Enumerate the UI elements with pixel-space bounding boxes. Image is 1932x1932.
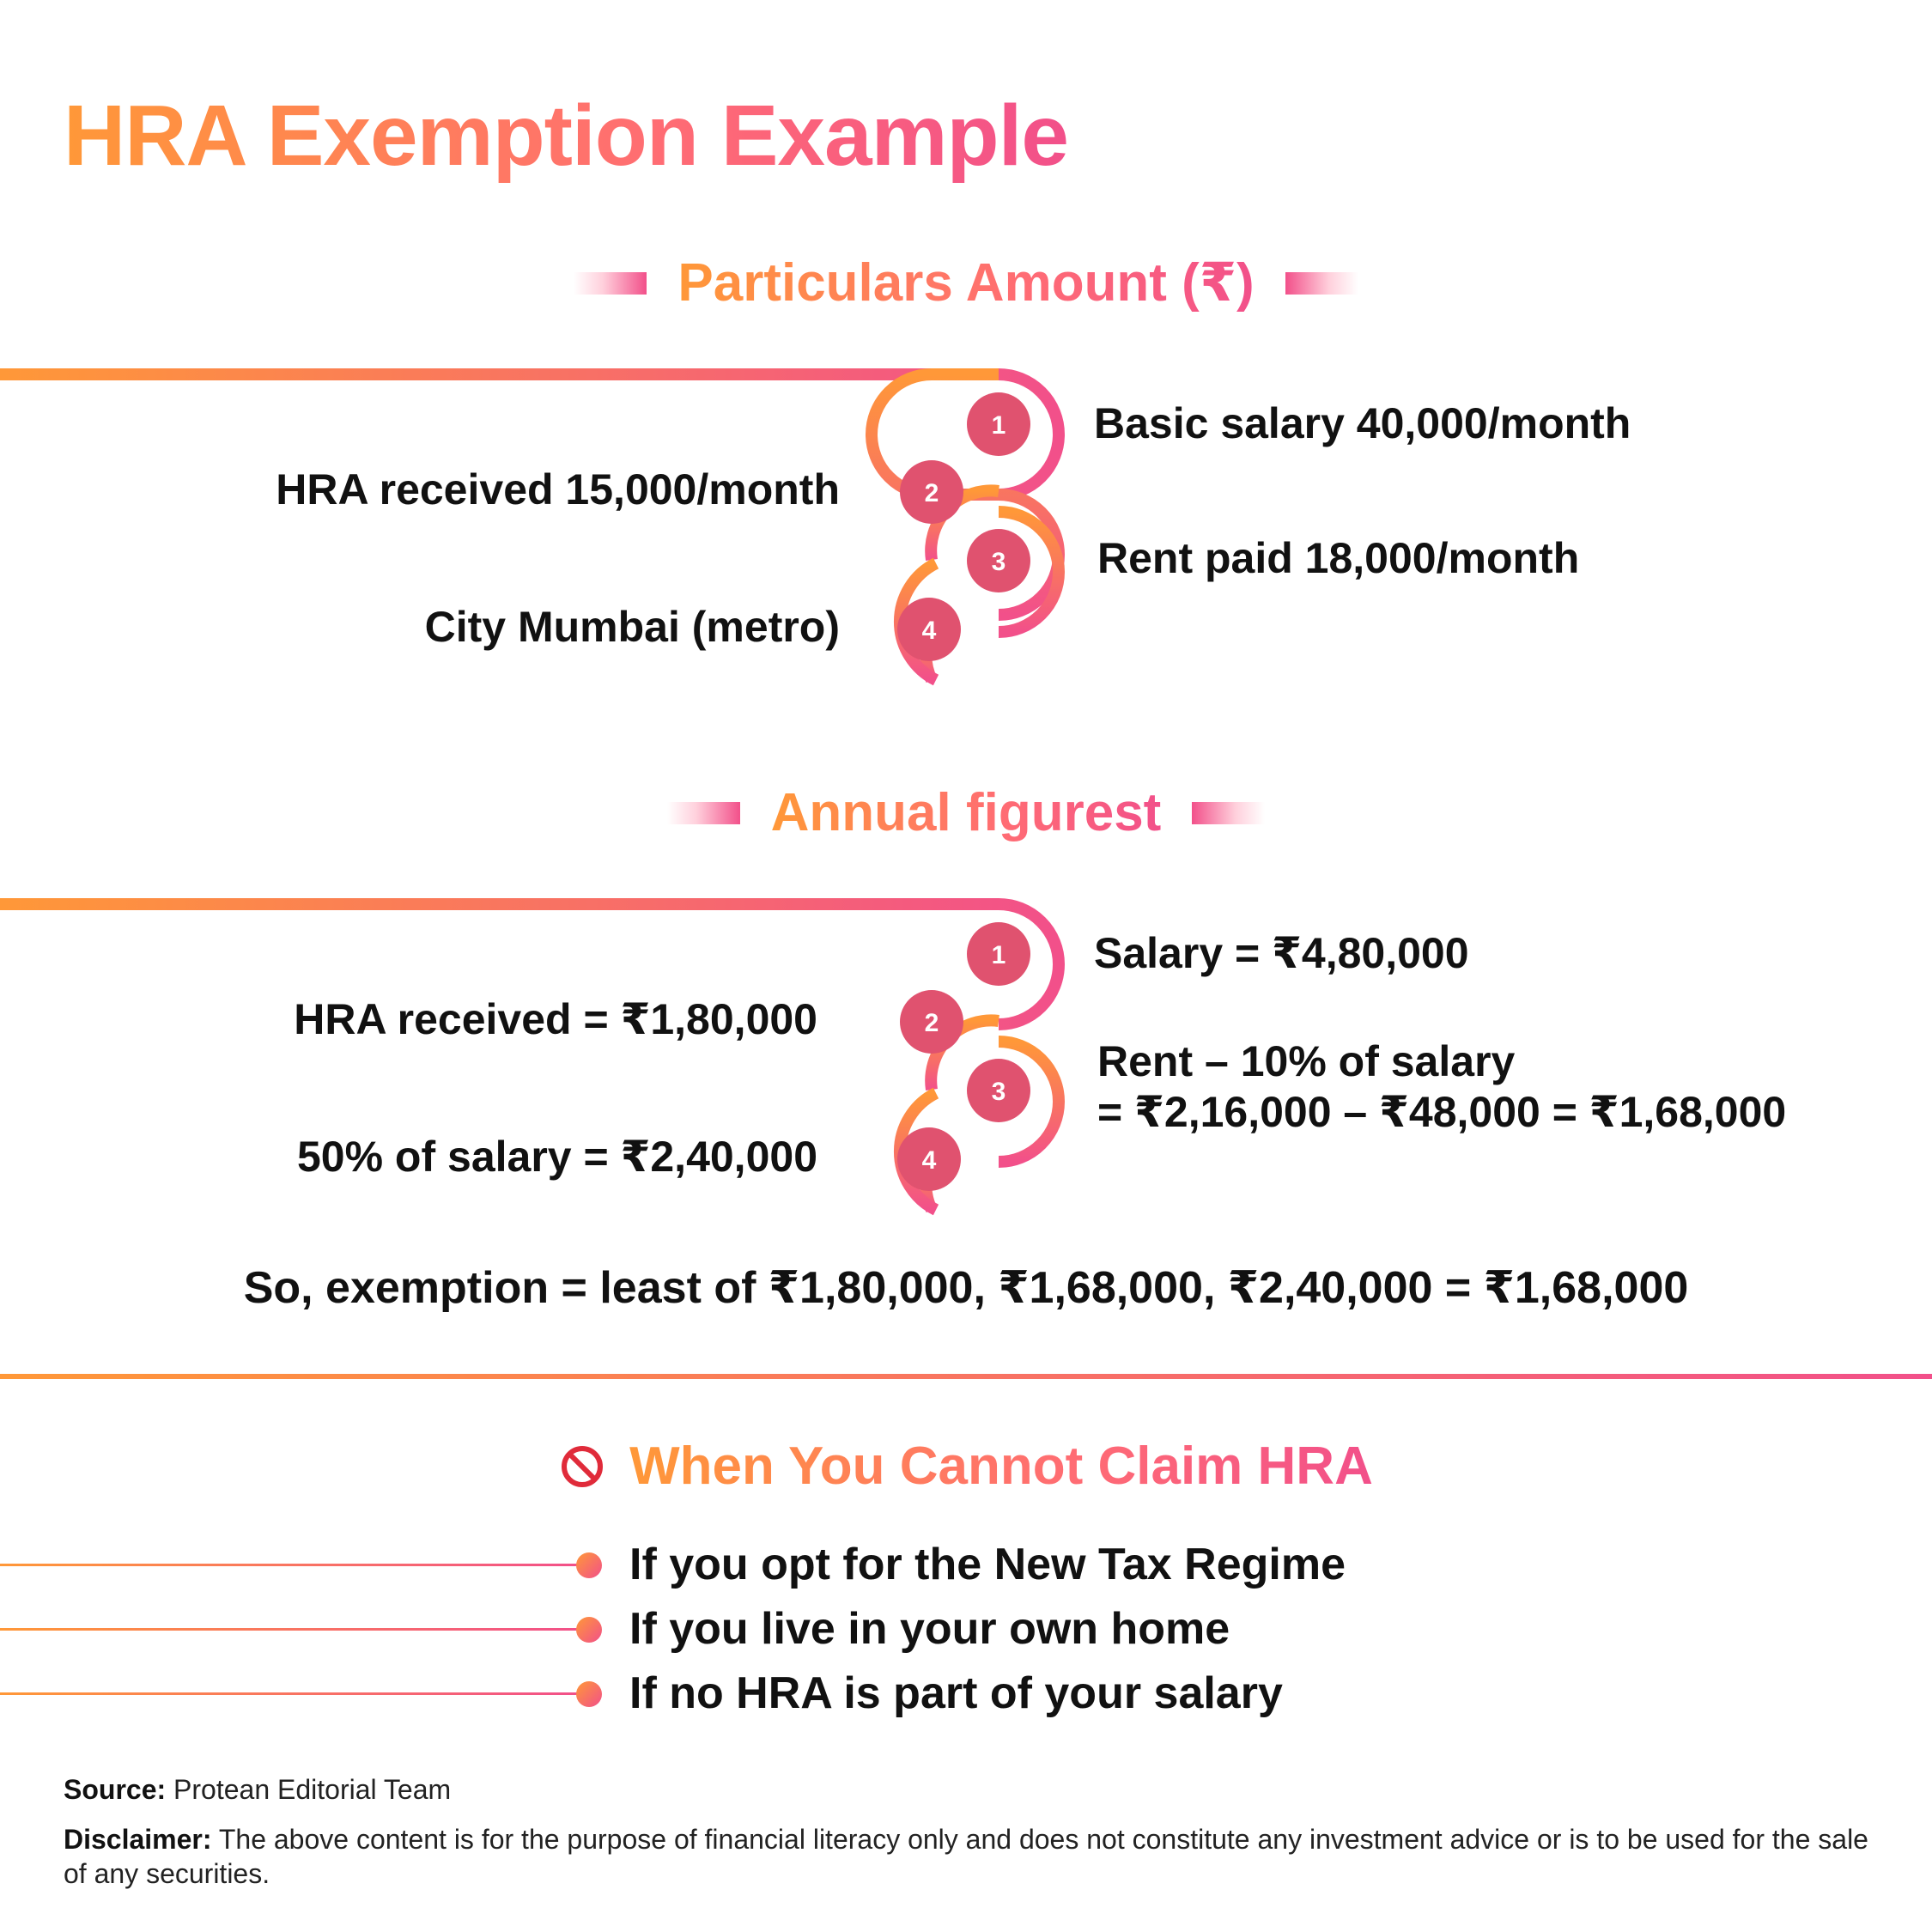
step-circle-4 [897,1127,961,1191]
bullet-line [0,1564,584,1566]
section-divider [0,1374,1932,1379]
disclaimer-note [64,1822,1875,1891]
heading-decoration-left [667,802,740,824]
bullet-text: If you opt for the New Tax Regime [629,1540,1346,1589]
cannot-claim-heading: When You Cannot Claim HRA [629,1432,1373,1501]
step-number: 4 [921,617,937,645]
bullet-text: If you live in your own home [629,1604,1230,1654]
disclaimer-text: The above content is for the purpose of financial literacy only and does not constitute any investment advice or is to be used for the sale of any securities. [64,1824,1868,1889]
step-circle-2 [900,990,963,1054]
list-item [0,1539,1932,1590]
step-circle-1 [967,922,1030,986]
step-circle-2 [900,460,963,524]
bullet-text: If no HRA is part of your salary [629,1668,1283,1718]
rent-calc-line1: Rent – 10% of salary [1097,1037,1516,1085]
section1-header [0,249,1932,318]
step-number: 4 [921,1146,937,1175]
step-circle-1 [967,392,1030,456]
heading-decoration-right [1192,802,1265,824]
list-item [0,1603,1932,1655]
step-circle-3 [967,529,1030,592]
ban-icon [559,1443,605,1490]
rent-paid-text: Rent paid 18,000/month [1097,534,1580,582]
hra-received-text: HRA received 15,000/month [276,465,840,513]
rent-calc-line2: = ₹2,16,000 – ₹48,000 = ₹1,68,000 [1097,1088,1787,1136]
step-number: 3 [991,548,1006,576]
bullet-dot [576,1617,602,1643]
step-circle-4 [897,598,961,661]
step-number: 2 [924,479,939,507]
step-number: 1 [991,411,1006,440]
basic-salary-text: Basic salary 40,000/month [1094,399,1631,447]
source-note [64,1772,1875,1807]
section1-heading: Particulars Amount (₹) [677,249,1254,318]
step-number: 1 [991,941,1006,969]
step-circle-3 [967,1059,1030,1122]
bullet-line [0,1628,584,1631]
heading-decoration-left [574,272,647,295]
section2-heading: Annual figurest [771,779,1162,848]
list-item [0,1668,1932,1719]
section2-step-path [0,890,1932,1234]
step-number: 2 [924,1009,939,1037]
disclaimer-label: Disclaimer: [64,1824,212,1855]
fifty-percent-salary-text: 50% of salary = ₹2,40,000 [296,1133,817,1181]
bullet-dot [576,1681,602,1707]
bullet-dot [576,1552,602,1578]
page-title: HRA Exemption Example [64,84,1068,187]
exemption-result: So, exemption = least of ₹1,80,000, ₹1,68,000, ₹2,40,000 = ₹1,68,000 [243,1263,1689,1313]
source-text: Protean Editorial Team [173,1774,452,1805]
step-number: 3 [991,1078,1006,1106]
hra-received-annual-text: HRA received = ₹1,80,000 [294,995,817,1043]
city-text: City Mumbai (metro) [424,603,840,651]
cannot-claim-header [0,1432,1932,1501]
heading-decoration-right [1285,272,1358,295]
bullet-line [0,1692,584,1695]
section2-header [0,779,1932,848]
salary-text: Salary = ₹4,80,000 [1094,929,1469,977]
section1-step-path [0,361,1932,704]
source-label: Source: [64,1774,167,1805]
